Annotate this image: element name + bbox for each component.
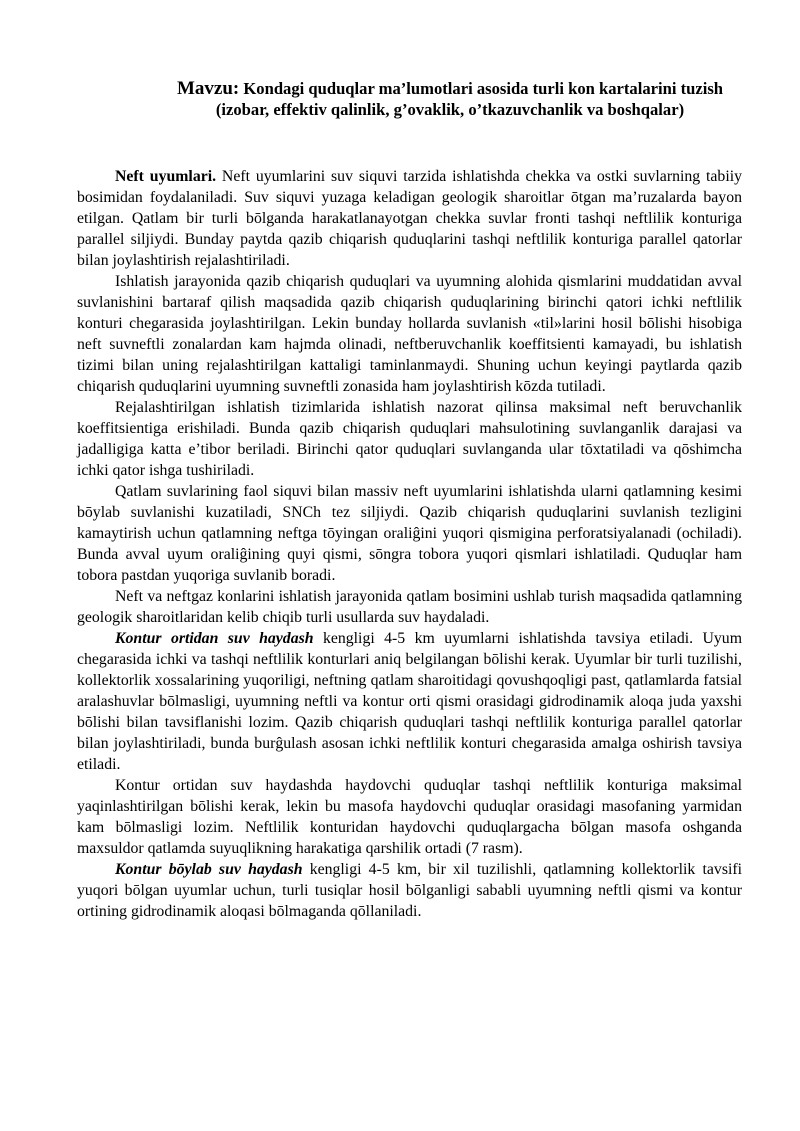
paragraph-lead: Kontur ortidan suv haydash <box>115 630 314 647</box>
paragraph-text: Ishlatish jarayonida qazib chiqarish quduqlari va uyumning alohida qismlarini muddatidan avval suvlanishini bartaraf qilish maqsadida qazib chiqarish quduqlarining birinchi qatori ichki neftlilik konturi chegarasida joylashtirilgan. Lekin bunday hollarda suvlanish «til»larini hosil bōlishi hisobiga neft suvneftli zonalardan kam hajmda olinadi, neftberuvchanlik koeffitsienti kamayadi, bu ishlatish tizimi bilan uning rejalashtirilgan kattaligi taminlanmaydi. Shuning uchun keyingi paytlarda qazib chiqarish quduqlarini uyumning suvneftli zonasida ham joylashtirish kōzda tutiladi. <box>77 273 742 395</box>
paragraph-kontur-ortidan <box>77 628 742 775</box>
paragraph-kontur-boylab <box>77 859 742 922</box>
paragraph <box>77 481 742 586</box>
paragraph-text: Rejalashtirilgan ishlatish tizimlarida ishlatish nazorat qilinsa maksimal neft beruvchanlik koeffitsientiga erishiladi. Bunda qazib chiqarish quduqlari mahsulotining suvlanganlik darajasi va jadalligiga katta e’tibor beriladi. Birinchi qator quduqlari suvlanganda ular tōxtatiladi va qōshimcha ichki qator ishga tushiriladi. <box>77 399 742 479</box>
paragraph-text: Neft va neftgaz konlarini ishlatish jarayonida qatlam bosimini ushlab turish maqsadida qatlamning geologik sharoitlaridan kelib chiqib turli usullarda suv haydaladi. <box>77 588 742 626</box>
paragraph-text: Kontur ortidan suv haydashda haydovchi quduqlar tashqi neftlilik konturiga maksimal yaqinlashtirilgan bōlishi kerak, lekin bu masofa haydovchi quduqlar orasidagi masofaning yarmidan kam bōlmasligi lozim. Neftlilik konturidan haydovchi quduqlargacha bōlgan masofa oshganda maxsuldor qatlamda suyuqlikning harakatiga qarshilik ortadi (7 rasm). <box>77 777 742 857</box>
paragraph <box>77 397 742 481</box>
paragraph <box>77 586 742 628</box>
paragraph-text: kengligi 4-5 km, bir xil tuzilishli, qatlamning kollektorlik tavsifi yuqori bōlgan uyumlar uchun, turli tusiqlar hosil bōlganligi sababli uyumning neftli qismi va kontur ortining gidrodinamik aloqasi bōlmaganda qōllaniladi. <box>77 861 742 920</box>
title-text: Kondagi quduqlar ma’lumotlari asosida turli kon kartalarini tuzish (izobar, effektiv qalinlik, g’ovaklik, o’tkazuvchanlik va boshqalar) <box>215 79 724 119</box>
paragraph-lead: Neft uyumlari. <box>115 168 217 185</box>
document-body <box>77 166 742 922</box>
paragraph <box>77 271 742 397</box>
paragraph-lead: Kontur bōylab suv haydash <box>115 861 303 878</box>
paragraph <box>77 775 742 859</box>
paragraph-text: kengligi 4-5 km uyumlarni ishlatishda tavsiya etiladi. Uyum chegarasida ichki va tashqi neftlilik konturlari aniq belgilangan bōlishi kerak. Uyumlar bir turli tuzilishi, kollektorlik xossalarining yuqoriligi, neftning qatlam sharoitidagi qovushqoqligi past, qatlamlarda fatsial aralashuvlar bōlmasligi, uyumning neftli va kontur orti qismi orasidagi gidrodinamik aloqa juda yaxshi bōlishi bilan tavsiflanishi lozim. Qazib chiqarish quduqlari tashqi neftlilik konturiga parallel qatorlar bilan joylashtiriladi, bunda burĝulash asosan ichki neftlilik konturi chegarasida amalga oshirish tavsiya etiladi. <box>77 630 742 773</box>
document-title <box>150 78 750 120</box>
title-label: Mavzu: <box>176 78 240 99</box>
paragraph-text: Neft uyumlarini suv siquvi tarzida ishlatishda chekka va ostki suvlarning tabiiy bosimidan foydalaniladi. Suv siquvi yuzaga keladigan geologik sharoitlar ōtgan ma’ruzalarda bayon etilgan. Qatlam bir turli bōlganda harakatlanayotgan chekka suvlar fronti tashqi neftlilik konturiga parallel siljiydi. Bunday paytda qazib chiqarish quduqlarini tashqi neftlilik konturiga parallel qatorlar bilan joylashtirish rejalashtiriladi. <box>77 168 742 269</box>
paragraph-text: Qatlam suvlarining faol siquvi bilan massiv neft uyumlarini ishlatishda ularni qatlamning kesimi bōylab suvlanishi kuzatiladi, SNCh tez siljiydi. Qazib chiqarish quduqlarini suvlanish tezligini kamaytirish uchun qatlamning neftga tōyingan oraliĝini yuqori qismigina perforatsiyalanadi (ochiladi). Bunda avval uyum oraliĝining quyi qismi, sōngra tobora yuqori qismlari ishlatiladi. Quduqlar ham tobora pastdan yuqoriga suvlanib boradi. <box>77 483 742 584</box>
paragraph-neft-uyumlari <box>77 166 742 271</box>
